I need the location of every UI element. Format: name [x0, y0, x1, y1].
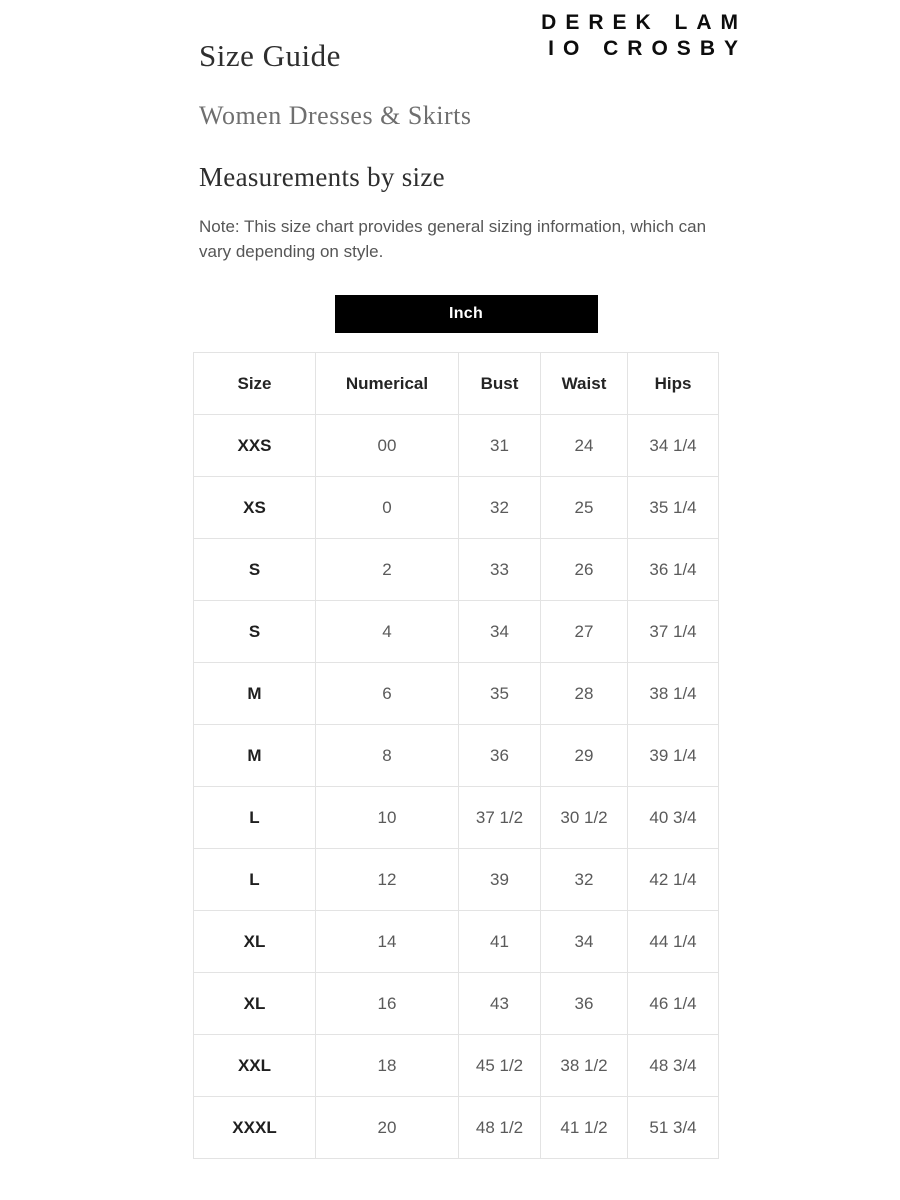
waist-cell: 28 — [541, 663, 628, 725]
table-header-row — [194, 353, 719, 415]
page-title: Size Guide — [199, 38, 341, 73]
waist-cell: 38 1/2 — [541, 1035, 628, 1097]
waist-cell: 24 — [541, 415, 628, 477]
table-row — [194, 477, 719, 539]
size-cell: S — [194, 539, 316, 601]
unit-inch-button[interactable]: Inch — [335, 295, 598, 333]
sizing-note: Note: This size chart provides general sizing information, which can vary depending on style. — [199, 217, 707, 261]
table-row — [194, 663, 719, 725]
hips-cell: 37 1/4 — [628, 601, 719, 663]
hips-cell: 51 3/4 — [628, 1097, 719, 1159]
column-header-bust: Bust — [459, 353, 541, 415]
numerical-cell: 2 — [316, 539, 459, 601]
table-row — [194, 849, 719, 911]
waist-cell: 34 — [541, 911, 628, 973]
size-cell: XXXL — [194, 1097, 316, 1159]
brand-logo-line2: IO CROSBY — [548, 37, 747, 60]
hips-cell: 46 1/4 — [628, 973, 719, 1035]
size-cell: XXS — [194, 415, 316, 477]
column-header-hips: Hips — [628, 353, 719, 415]
size-cell: M — [194, 663, 316, 725]
size-cell: L — [194, 787, 316, 849]
numerical-cell: 8 — [316, 725, 459, 787]
numerical-cell: 10 — [316, 787, 459, 849]
waist-cell: 32 — [541, 849, 628, 911]
size-guide-page — [193, 0, 747, 1159]
hips-cell: 35 1/4 — [628, 477, 719, 539]
hips-cell: 40 3/4 — [628, 787, 719, 849]
numerical-cell: 0 — [316, 477, 459, 539]
numerical-cell: 14 — [316, 911, 459, 973]
waist-cell: 25 — [541, 477, 628, 539]
waist-cell: 27 — [541, 601, 628, 663]
numerical-cell: 20 — [316, 1097, 459, 1159]
table-row — [194, 787, 719, 849]
bust-cell: 31 — [459, 415, 541, 477]
size-cell: M — [194, 725, 316, 787]
bust-cell: 35 — [459, 663, 541, 725]
bust-cell: 48 1/2 — [459, 1097, 541, 1159]
size-table-body — [194, 415, 719, 1159]
table-row — [194, 1097, 719, 1159]
bust-cell: 36 — [459, 725, 541, 787]
table-row — [194, 725, 719, 787]
size-cell: XS — [194, 477, 316, 539]
column-header-waist: Waist — [541, 353, 628, 415]
table-row — [194, 601, 719, 663]
numerical-cell: 6 — [316, 663, 459, 725]
numerical-cell: 4 — [316, 601, 459, 663]
numerical-cell: 12 — [316, 849, 459, 911]
size-cell: S — [194, 601, 316, 663]
section-title: Measurements by size — [199, 162, 445, 192]
category-subtitle: Women Dresses & Skirts — [199, 101, 472, 130]
numerical-cell: 18 — [316, 1035, 459, 1097]
hips-cell: 38 1/4 — [628, 663, 719, 725]
table-row — [194, 539, 719, 601]
hips-cell: 44 1/4 — [628, 911, 719, 973]
hips-cell: 42 1/4 — [628, 849, 719, 911]
hips-cell: 34 1/4 — [628, 415, 719, 477]
header — [193, 10, 747, 74]
waist-cell: 29 — [541, 725, 628, 787]
waist-cell: 41 1/2 — [541, 1097, 628, 1159]
bust-cell: 39 — [459, 849, 541, 911]
table-row — [194, 973, 719, 1035]
size-cell: L — [194, 849, 316, 911]
hips-cell: 36 1/4 — [628, 539, 719, 601]
waist-cell: 26 — [541, 539, 628, 601]
hips-cell: 39 1/4 — [628, 725, 719, 787]
hips-cell: 48 3/4 — [628, 1035, 719, 1097]
bust-cell: 45 1/2 — [459, 1035, 541, 1097]
column-header-size: Size — [194, 353, 316, 415]
waist-cell: 30 1/2 — [541, 787, 628, 849]
bust-cell: 37 1/2 — [459, 787, 541, 849]
brand-logo — [541, 10, 747, 62]
brand-logo-line1: DEREK LAM — [541, 11, 747, 34]
table-row — [194, 1035, 719, 1097]
numerical-cell: 16 — [316, 973, 459, 1035]
size-cell: XL — [194, 973, 316, 1035]
bust-cell: 34 — [459, 601, 541, 663]
bust-cell: 32 — [459, 477, 541, 539]
bust-cell: 43 — [459, 973, 541, 1035]
waist-cell: 36 — [541, 973, 628, 1035]
table-row — [194, 911, 719, 973]
table-row — [194, 415, 719, 477]
size-cell: XXL — [194, 1035, 316, 1097]
numerical-cell: 00 — [316, 415, 459, 477]
size-table — [193, 352, 719, 1159]
bust-cell: 33 — [459, 539, 541, 601]
bust-cell: 41 — [459, 911, 541, 973]
column-header-numerical: Numerical — [316, 353, 459, 415]
size-cell: XL — [194, 911, 316, 973]
